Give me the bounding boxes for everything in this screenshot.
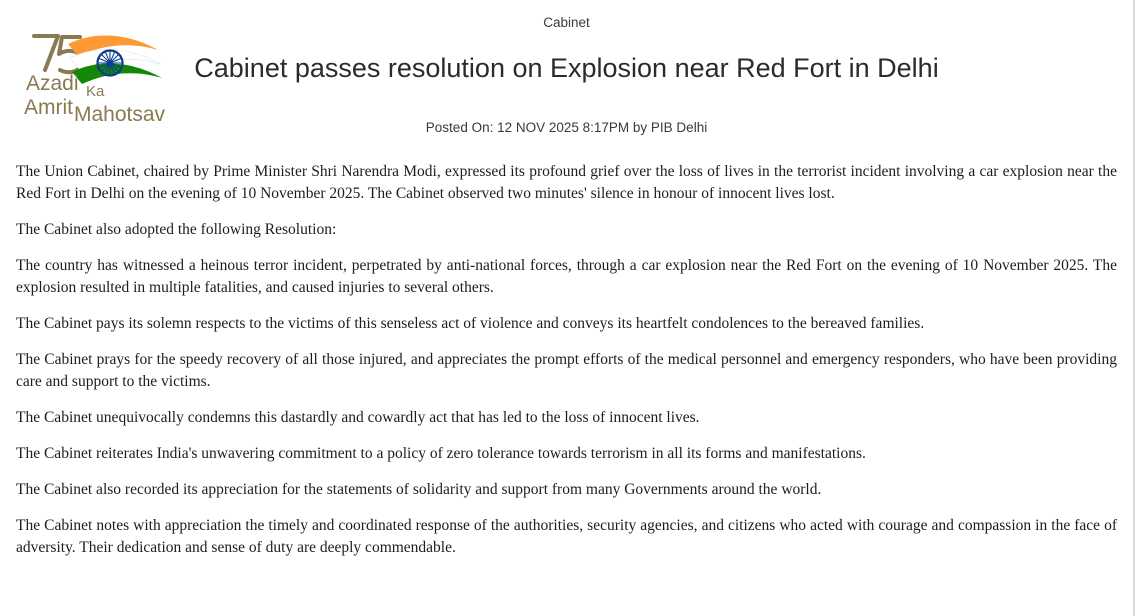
article-paragraph: The Cabinet unequivocally condemns this dastardly and cowardly act that has led to the loss of innocent lives. (16, 408, 700, 426)
azadi-ka-amrit-mahotsav-logo (12, 28, 182, 123)
article-body (16, 161, 1117, 559)
article-paragraph: The country has witnessed a heinous terror incident, perpetrated by anti-national forces, through a car explosion near the Red Fort on the evening of 10 November 2025. The explosion resulted in multiple fatalities, and caused injuries to several others. (16, 256, 1117, 296)
ministry-label: Cabinet (543, 15, 590, 30)
article-paragraph: The Cabinet prays for the speedy recovery of all those injured, and appreciates the prompt efforts of the medical personnel and emergency responders, who have been providing care and support to the victims. (16, 350, 1117, 390)
article-paragraph: The Cabinet also adopted the following Resolution: (16, 220, 337, 238)
logo-text-mahotsav: Mahotsav (74, 103, 166, 123)
article-paragraph: The Cabinet also recorded its appreciation for the statements of solidarity and support from many Governments around the world. (16, 480, 822, 498)
article-paragraph: The Union Cabinet, chaired by Prime Minister Shri Narendra Modi, expressed its profound grief over the loss of lives in the terrorist incident involving a car explosion near the Red Fort in Delhi on the evening of 10 November 2025. The Cabinet observed two minutes' silence in honour of innocent lives lost. (16, 162, 1117, 202)
posted-on-meta: Posted On: 12 NOV 2025 8:17PM by PIB Delhi (425, 119, 708, 135)
amrit-mahotsav-logo-icon (12, 28, 182, 123)
logo-text-azadi: Azadi (26, 72, 79, 95)
article-paragraph: The Cabinet pays its solemn respects to the victims of this senseless act of violence and conveys its heartfelt condolences to the bereaved families. (16, 314, 925, 332)
logo-text-ka: Ka (86, 83, 105, 100)
logo-text-amrit: Amrit (24, 96, 73, 119)
page-title: Cabinet passes resolution on Explosion near Red Fort in Delhi (194, 53, 939, 83)
article-paragraph: The Cabinet notes with appreciation the timely and coordinated response of the authorities, security agencies, and citizens who acted with courage and compassion in the face of adversity. Their dedication and sense of duty are deeply commendable. (16, 516, 1117, 556)
article-paragraph: The Cabinet reiterates India's unwavering commitment to a policy of zero tolerance towards terrorism in all its forms and manifestations. (16, 444, 866, 462)
